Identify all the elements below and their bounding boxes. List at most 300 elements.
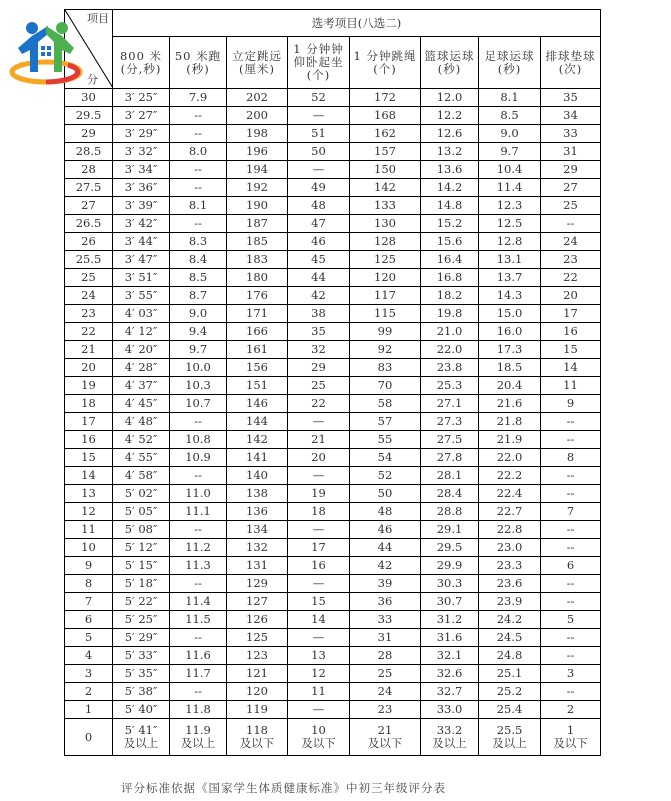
value-cell: 28.1 bbox=[421, 467, 479, 485]
value-cell: 11.0 bbox=[170, 485, 227, 503]
value-cell: 2 bbox=[541, 701, 601, 719]
value-cell: 6 bbox=[541, 557, 601, 575]
value-cell: 12 bbox=[288, 665, 350, 683]
score-cell: 28 bbox=[65, 161, 113, 179]
value-cell: 176 bbox=[227, 287, 288, 305]
value-cell: 8.3 bbox=[170, 233, 227, 251]
column-header bbox=[227, 37, 288, 89]
value-cell: 34 bbox=[541, 107, 601, 125]
value-cell: 3′ 36″ bbox=[113, 179, 170, 197]
value-cell: -- bbox=[170, 107, 227, 125]
value-cell: 3′ 47″ bbox=[113, 251, 170, 269]
table-row bbox=[65, 683, 601, 701]
value-cell: 23.6 bbox=[479, 575, 541, 593]
value-cell: 16.4 bbox=[421, 251, 479, 269]
value-cell: 22.0 bbox=[421, 341, 479, 359]
value-cell: 123 bbox=[227, 647, 288, 665]
table-row bbox=[65, 413, 601, 431]
score-cell: 20 bbox=[65, 359, 113, 377]
value-cell: — bbox=[288, 107, 350, 125]
value-cell: 27.8 bbox=[421, 449, 479, 467]
value-cell: 70 bbox=[350, 377, 421, 395]
value-cell: 32.1 bbox=[421, 647, 479, 665]
column-header-line: 足球运球 bbox=[484, 48, 535, 63]
threshold-note: 及以下 bbox=[553, 736, 588, 750]
value-cell: -- bbox=[170, 413, 227, 431]
value-cell: -- bbox=[541, 467, 601, 485]
table-row bbox=[65, 593, 601, 611]
table-row bbox=[65, 251, 601, 269]
value-cell: 29 bbox=[541, 161, 601, 179]
value-cell: 185 bbox=[227, 233, 288, 251]
value-cell: 52 bbox=[288, 89, 350, 107]
score-cell: 5 bbox=[65, 629, 113, 647]
threshold-note: 及以上 bbox=[492, 736, 527, 750]
table-row bbox=[65, 161, 601, 179]
value-cell: 35 bbox=[541, 89, 601, 107]
value-cell: 127 bbox=[227, 593, 288, 611]
value-cell: 5′ 02″ bbox=[113, 485, 170, 503]
column-header-line: (次) bbox=[558, 61, 583, 76]
value-cell: 14.3 bbox=[479, 287, 541, 305]
score-cell: 6 bbox=[65, 611, 113, 629]
value-cell: 15.6 bbox=[421, 233, 479, 251]
value-cell: 52 bbox=[350, 467, 421, 485]
value-cell: 17 bbox=[541, 305, 601, 323]
score-cell: 16 bbox=[65, 431, 113, 449]
value-cell bbox=[113, 719, 170, 756]
value-cell: 22.0 bbox=[479, 449, 541, 467]
value-cell: 4′ 52″ bbox=[113, 431, 170, 449]
value-cell: 12.6 bbox=[421, 125, 479, 143]
value-cell: 5′ 38″ bbox=[113, 683, 170, 701]
value-cell: 180 bbox=[227, 269, 288, 287]
column-header-line: (厘米) bbox=[239, 61, 275, 76]
value-cell: 172 bbox=[350, 89, 421, 107]
value-cell: 29 bbox=[288, 359, 350, 377]
value-cell: 92 bbox=[350, 341, 421, 359]
value-cell: 5′ 18″ bbox=[113, 575, 170, 593]
value-cell: 44 bbox=[288, 269, 350, 287]
value-cell: 31.6 bbox=[421, 629, 479, 647]
score-cell: 4 bbox=[65, 647, 113, 665]
table-row bbox=[65, 449, 601, 467]
threshold-value: 33.2 bbox=[436, 723, 463, 737]
value-cell: 136 bbox=[227, 503, 288, 521]
score-cell: 1 bbox=[65, 701, 113, 719]
score-cell: 10 bbox=[65, 539, 113, 557]
value-cell: 130 bbox=[350, 215, 421, 233]
value-cell: 132 bbox=[227, 539, 288, 557]
value-cell: 128 bbox=[350, 233, 421, 251]
value-cell: 10.0 bbox=[170, 359, 227, 377]
score-cell: 26 bbox=[65, 233, 113, 251]
score-cell: 15 bbox=[65, 449, 113, 467]
value-cell: 48 bbox=[350, 503, 421, 521]
value-cell bbox=[170, 719, 227, 756]
value-cell: 3′ 25″ bbox=[113, 89, 170, 107]
value-cell: 23 bbox=[541, 251, 601, 269]
table-row bbox=[65, 485, 601, 503]
value-cell bbox=[421, 719, 479, 756]
value-cell bbox=[541, 719, 601, 756]
value-cell: 4′ 03″ bbox=[113, 305, 170, 323]
value-cell: 31 bbox=[541, 143, 601, 161]
column-header-line: 800 米 bbox=[119, 48, 163, 63]
value-cell: 10.3 bbox=[170, 377, 227, 395]
value-cell: 25 bbox=[288, 377, 350, 395]
value-cell: 19.8 bbox=[421, 305, 479, 323]
value-cell: 5′ 35″ bbox=[113, 665, 170, 683]
value-cell: 117 bbox=[350, 287, 421, 305]
table-row bbox=[65, 629, 601, 647]
value-cell: 33 bbox=[541, 125, 601, 143]
value-cell: -- bbox=[541, 215, 601, 233]
table-row bbox=[65, 377, 601, 395]
value-cell: 4′ 55″ bbox=[113, 449, 170, 467]
value-cell: 7 bbox=[541, 503, 601, 521]
value-cell: 11.4 bbox=[170, 593, 227, 611]
value-cell: 120 bbox=[350, 269, 421, 287]
value-cell: 23.3 bbox=[479, 557, 541, 575]
value-cell: 9 bbox=[541, 395, 601, 413]
score-cell: 18 bbox=[65, 395, 113, 413]
column-header-line: 立定跳远 bbox=[232, 48, 282, 63]
column-header-line: 篮球运球 bbox=[424, 48, 475, 63]
table-row bbox=[65, 197, 601, 215]
value-cell bbox=[227, 719, 288, 756]
value-cell: 22 bbox=[541, 269, 601, 287]
value-cell: -- bbox=[170, 521, 227, 539]
value-cell: -- bbox=[541, 593, 601, 611]
value-cell: 20 bbox=[541, 287, 601, 305]
value-cell: 24 bbox=[350, 683, 421, 701]
score-table bbox=[64, 9, 601, 756]
value-cell: 45 bbox=[288, 251, 350, 269]
value-cell: 13.2 bbox=[421, 143, 479, 161]
value-cell: — bbox=[288, 701, 350, 719]
table-row bbox=[65, 215, 601, 233]
value-cell: -- bbox=[541, 647, 601, 665]
value-cell: 9.4 bbox=[170, 323, 227, 341]
value-cell: -- bbox=[541, 431, 601, 449]
score-cell: 25 bbox=[65, 269, 113, 287]
value-cell: 22.2 bbox=[479, 467, 541, 485]
threshold-value: 5′ 41″ bbox=[124, 723, 158, 737]
value-cell: 28 bbox=[350, 647, 421, 665]
value-cell: 8.1 bbox=[170, 197, 227, 215]
table-row bbox=[65, 647, 601, 665]
value-cell: -- bbox=[170, 683, 227, 701]
value-cell: 15.0 bbox=[479, 305, 541, 323]
value-cell: 46 bbox=[350, 521, 421, 539]
table-row bbox=[65, 269, 601, 287]
value-cell: 83 bbox=[350, 359, 421, 377]
value-cell: 51 bbox=[288, 125, 350, 143]
value-cell: -- bbox=[170, 161, 227, 179]
score-cell: 19 bbox=[65, 377, 113, 395]
table-row bbox=[65, 179, 601, 197]
value-cell: 32.6 bbox=[421, 665, 479, 683]
threshold-value: 25.5 bbox=[496, 723, 523, 737]
value-cell: 3′ 39″ bbox=[113, 197, 170, 215]
value-cell: 21.6 bbox=[479, 395, 541, 413]
value-cell: 121 bbox=[227, 665, 288, 683]
value-cell: 17.3 bbox=[479, 341, 541, 359]
threshold-value: 118 bbox=[246, 723, 268, 737]
value-cell: 44 bbox=[350, 539, 421, 557]
value-cell: 134 bbox=[227, 521, 288, 539]
footer-note: 评分标准依据《国家学生体质健康标准》中初三年级评分表 bbox=[121, 781, 446, 795]
value-cell: 29.1 bbox=[421, 521, 479, 539]
value-cell: 50 bbox=[350, 485, 421, 503]
value-cell: 57 bbox=[350, 413, 421, 431]
value-cell bbox=[479, 719, 541, 756]
value-cell: 4′ 12″ bbox=[113, 323, 170, 341]
column-header-line: (秒) bbox=[437, 61, 462, 76]
value-cell: — bbox=[288, 575, 350, 593]
value-cell: 8.4 bbox=[170, 251, 227, 269]
table-row bbox=[65, 521, 601, 539]
score-cell: 27.5 bbox=[65, 179, 113, 197]
value-cell: -- bbox=[541, 539, 601, 557]
value-cell: — bbox=[288, 521, 350, 539]
value-cell: 28.8 bbox=[421, 503, 479, 521]
value-cell: 9.0 bbox=[170, 305, 227, 323]
value-cell: 140 bbox=[227, 467, 288, 485]
value-cell: 30.3 bbox=[421, 575, 479, 593]
value-cell: 49 bbox=[288, 179, 350, 197]
table-row bbox=[65, 89, 601, 107]
score-cell: 12 bbox=[65, 503, 113, 521]
score-cell: 3 bbox=[65, 665, 113, 683]
value-cell: 22.8 bbox=[479, 521, 541, 539]
value-cell: 13.6 bbox=[421, 161, 479, 179]
value-cell: 22.4 bbox=[479, 485, 541, 503]
value-cell: 20 bbox=[288, 449, 350, 467]
table-row bbox=[65, 431, 601, 449]
value-cell: 18.5 bbox=[479, 359, 541, 377]
value-cell: 3′ 44″ bbox=[113, 233, 170, 251]
value-cell: 119 bbox=[227, 701, 288, 719]
score-cell: 13 bbox=[65, 485, 113, 503]
value-cell: 42 bbox=[350, 557, 421, 575]
value-cell: 58 bbox=[350, 395, 421, 413]
column-header bbox=[288, 37, 350, 89]
value-cell: 27.3 bbox=[421, 413, 479, 431]
score-cell: 26.5 bbox=[65, 215, 113, 233]
value-cell: -- bbox=[170, 215, 227, 233]
value-cell: 183 bbox=[227, 251, 288, 269]
value-cell: 48 bbox=[288, 197, 350, 215]
table-row bbox=[65, 701, 601, 719]
value-cell: 11.3 bbox=[170, 557, 227, 575]
value-cell: 21.0 bbox=[421, 323, 479, 341]
value-cell: -- bbox=[541, 575, 601, 593]
value-cell: 11.1 bbox=[170, 503, 227, 521]
table-row bbox=[65, 125, 601, 143]
value-cell: 15.2 bbox=[421, 215, 479, 233]
value-cell: 3′ 42″ bbox=[113, 215, 170, 233]
value-cell: 4′ 58″ bbox=[113, 467, 170, 485]
value-cell: 125 bbox=[227, 629, 288, 647]
value-cell: 11 bbox=[288, 683, 350, 701]
value-cell: 14 bbox=[541, 359, 601, 377]
value-cell: 39 bbox=[350, 575, 421, 593]
column-header-line: (秒) bbox=[497, 61, 522, 76]
value-cell: 168 bbox=[350, 107, 421, 125]
table-row bbox=[65, 467, 601, 485]
value-cell: 157 bbox=[350, 143, 421, 161]
value-cell: 5 bbox=[541, 611, 601, 629]
column-header bbox=[113, 37, 170, 89]
value-cell: 115 bbox=[350, 305, 421, 323]
score-cell: 9 bbox=[65, 557, 113, 575]
value-cell: 30.7 bbox=[421, 593, 479, 611]
value-cell: 24 bbox=[541, 233, 601, 251]
threshold-note: 及以下 bbox=[301, 736, 336, 750]
column-header bbox=[421, 37, 479, 89]
value-cell: 28.4 bbox=[421, 485, 479, 503]
value-cell: 38 bbox=[288, 305, 350, 323]
value-cell: 194 bbox=[227, 161, 288, 179]
score-cell: 2 bbox=[65, 683, 113, 701]
score-cell: 28.5 bbox=[65, 143, 113, 161]
value-cell bbox=[350, 719, 421, 756]
score-cell: 29 bbox=[65, 125, 113, 143]
value-cell: 16.0 bbox=[479, 323, 541, 341]
table-row bbox=[65, 611, 601, 629]
value-cell: 161 bbox=[227, 341, 288, 359]
value-cell: 17 bbox=[288, 539, 350, 557]
value-cell: 16 bbox=[541, 323, 601, 341]
value-cell: 3′ 34″ bbox=[113, 161, 170, 179]
value-cell: 5′ 12″ bbox=[113, 539, 170, 557]
score-cell: 22 bbox=[65, 323, 113, 341]
value-cell: 23 bbox=[350, 701, 421, 719]
value-cell: 3′ 51″ bbox=[113, 269, 170, 287]
value-cell: 11 bbox=[541, 377, 601, 395]
value-cell: 9.7 bbox=[479, 143, 541, 161]
score-cell: 30 bbox=[65, 89, 113, 107]
value-cell: 11.4 bbox=[479, 179, 541, 197]
value-cell: 5′ 29″ bbox=[113, 629, 170, 647]
value-cell: 11.5 bbox=[170, 611, 227, 629]
table-row bbox=[65, 233, 601, 251]
value-cell: 3′ 27″ bbox=[113, 107, 170, 125]
value-cell: 4′ 28″ bbox=[113, 359, 170, 377]
value-cell: 21 bbox=[288, 431, 350, 449]
value-cell: 16.8 bbox=[421, 269, 479, 287]
value-cell: 25.2 bbox=[479, 683, 541, 701]
column-header-line: 50 米跑 bbox=[174, 48, 222, 63]
threshold-note: 及以上 bbox=[180, 736, 216, 750]
value-cell: 36 bbox=[350, 593, 421, 611]
column-header bbox=[170, 37, 227, 89]
value-cell: 29.9 bbox=[421, 557, 479, 575]
value-cell: 10.9 bbox=[170, 449, 227, 467]
column-header-line: (分,秒) bbox=[120, 61, 162, 76]
score-cell: 17 bbox=[65, 413, 113, 431]
value-cell: 11.7 bbox=[170, 665, 227, 683]
value-cell: 22.7 bbox=[479, 503, 541, 521]
value-cell: 25.3 bbox=[421, 377, 479, 395]
corner-label-score: 分 bbox=[87, 73, 98, 86]
value-cell: 11.6 bbox=[170, 647, 227, 665]
value-cell: 7.9 bbox=[170, 89, 227, 107]
table-row bbox=[65, 539, 601, 557]
score-cell: 29.5 bbox=[65, 107, 113, 125]
value-cell: 151 bbox=[227, 377, 288, 395]
value-cell: 133 bbox=[350, 197, 421, 215]
threshold-note: 及以下 bbox=[367, 736, 403, 750]
value-cell: 162 bbox=[350, 125, 421, 143]
value-cell: 9.7 bbox=[170, 341, 227, 359]
column-header-line: 排球垫球 bbox=[545, 48, 596, 63]
value-cell: 18 bbox=[288, 503, 350, 521]
value-cell: 200 bbox=[227, 107, 288, 125]
value-cell: 27 bbox=[541, 179, 601, 197]
value-cell: — bbox=[288, 161, 350, 179]
value-cell: -- bbox=[541, 629, 601, 647]
value-cell: -- bbox=[170, 575, 227, 593]
score-cell: 21 bbox=[65, 341, 113, 359]
table-row bbox=[65, 503, 601, 521]
score-cell: 23 bbox=[65, 305, 113, 323]
value-cell bbox=[288, 719, 350, 756]
value-cell: 23.9 bbox=[479, 593, 541, 611]
value-cell: 13.1 bbox=[479, 251, 541, 269]
value-cell: 14 bbox=[288, 611, 350, 629]
value-cell: 142 bbox=[350, 179, 421, 197]
value-cell: 146 bbox=[227, 395, 288, 413]
value-cell: 4′ 48″ bbox=[113, 413, 170, 431]
value-cell: 25 bbox=[541, 197, 601, 215]
value-cell: 8.5 bbox=[479, 107, 541, 125]
group-header: 选考项目(八选二) bbox=[113, 10, 601, 37]
value-cell: 10.4 bbox=[479, 161, 541, 179]
value-cell: 9.0 bbox=[479, 125, 541, 143]
value-cell: 47 bbox=[288, 215, 350, 233]
score-cell: 24 bbox=[65, 287, 113, 305]
value-cell: 50 bbox=[288, 143, 350, 161]
column-header-line: 1 分钟跳绳 bbox=[353, 48, 417, 63]
column-header-line: (个) bbox=[306, 68, 331, 82]
threshold-note: 及以上 bbox=[432, 736, 467, 750]
threshold-note: 及以下 bbox=[239, 736, 275, 750]
value-cell: 24.2 bbox=[479, 611, 541, 629]
value-cell: 3′ 29″ bbox=[113, 125, 170, 143]
table-row bbox=[65, 665, 601, 683]
value-cell: -- bbox=[170, 467, 227, 485]
value-cell: 14.8 bbox=[421, 197, 479, 215]
table-row bbox=[65, 287, 601, 305]
value-cell: 8.7 bbox=[170, 287, 227, 305]
value-cell: 21.9 bbox=[479, 431, 541, 449]
value-cell: 5′ 33″ bbox=[113, 647, 170, 665]
value-cell: 25.4 bbox=[479, 701, 541, 719]
value-cell: 29.5 bbox=[421, 539, 479, 557]
value-cell: 24.8 bbox=[479, 647, 541, 665]
value-cell: 8 bbox=[541, 449, 601, 467]
value-cell: 13 bbox=[288, 647, 350, 665]
threshold-value: 10 bbox=[311, 723, 326, 737]
value-cell: 15 bbox=[541, 341, 601, 359]
score-cell: 25.5 bbox=[65, 251, 113, 269]
table-row bbox=[65, 305, 601, 323]
value-cell: 99 bbox=[350, 323, 421, 341]
value-cell: 8.1 bbox=[479, 89, 541, 107]
